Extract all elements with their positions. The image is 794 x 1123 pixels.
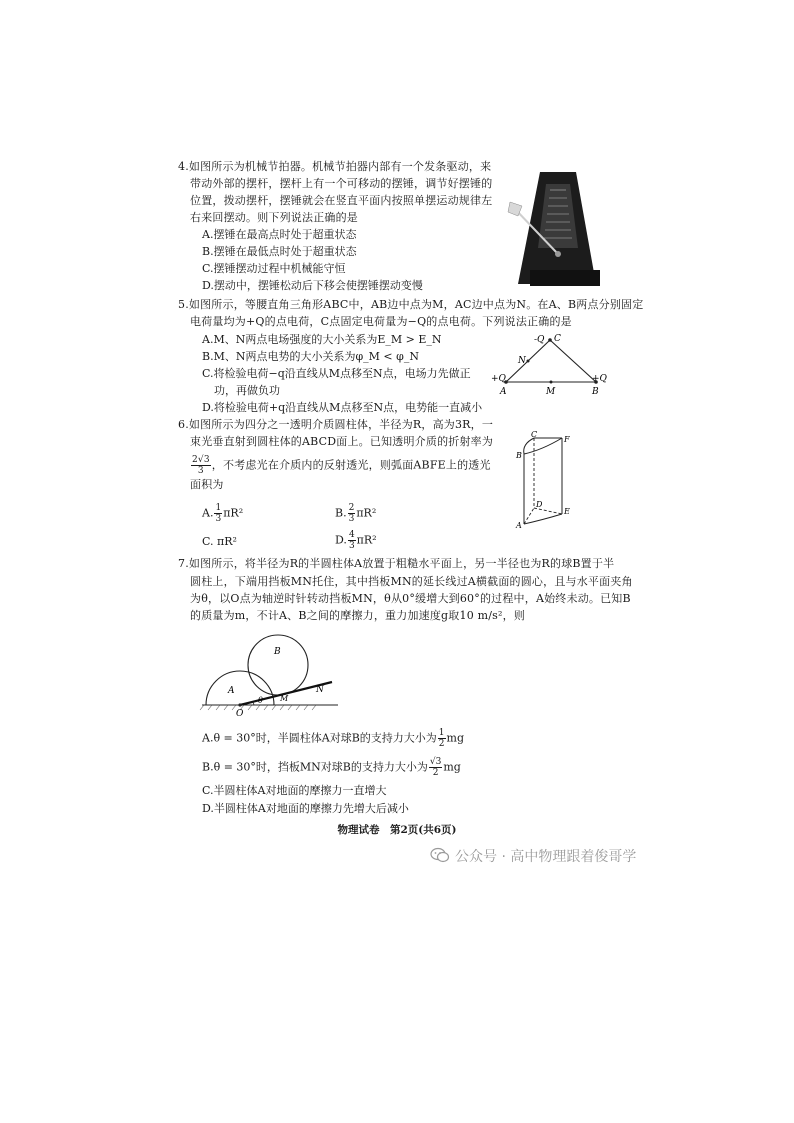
q6-option-c: C. πR² xyxy=(202,535,237,548)
semicylinder-ball-figure xyxy=(198,632,348,718)
q4-line-2: 带动外部的摆杆，摆杆上有一个可移动的摆锤，调节好摆锤的 xyxy=(190,177,493,190)
q4-line-1: 4.如图所示为机械节拍器。机械节拍器内部有一个发条驱动，来 xyxy=(178,160,492,173)
refractive-index-fraction: $\frac{2√3}{3}$ xyxy=(192,455,210,476)
q5-option-c-cont: 功，再做负功 xyxy=(214,384,280,397)
watermark: 公众号 · 高中物理跟着俊哥学 xyxy=(455,849,637,865)
q6-option-d: D. $\frac{4}{3}$ πR² xyxy=(335,530,377,551)
label-n: N xyxy=(518,356,526,366)
q7-option-c: C.半圆柱体A对地面的摩擦力一直增大 xyxy=(202,784,387,797)
label-m: M xyxy=(546,387,556,397)
label-b: B xyxy=(516,451,522,460)
label-c: C xyxy=(531,430,538,439)
wechat-icon xyxy=(430,847,450,863)
label-c: C xyxy=(554,334,561,344)
q7-line-3: 为θ，以O点为轴逆时针转动挡板MN，θ从0°缓增大到60°的过程中，A始终未动。已知B xyxy=(190,592,631,605)
label-m: M xyxy=(280,694,289,703)
label-a: A xyxy=(228,686,235,696)
q6-line-4: 面积为 xyxy=(190,478,224,491)
q7-line-2: 圆柱上，下端用挡板MN托住，其中挡板MN的延长线过A横截面的圆心，且与水平面夹角 xyxy=(190,575,633,588)
q4-option-a: A.摆锤在最高点时处于超重状态 xyxy=(202,228,357,241)
q6-line-3: $\frac{2√3}{3}$ ，不考虑光在介质内的反射透光，则弧面ABFE上的透光 xyxy=(192,455,491,476)
label-a: A xyxy=(516,521,522,530)
q6-option-a: A. $\frac{1}{3}$ πR² xyxy=(202,503,244,524)
label-d: D xyxy=(536,500,543,509)
q7-option-d: D.半圆柱体A对地面的摩擦力先增大后减小 xyxy=(202,802,409,815)
q6-line-2: 束光垂直射到圆柱体的ABCD面上。已知透明介质的折射率为 xyxy=(190,435,494,448)
q4-line-3: 位置，拨动摆杆，摆锤就会在竖直平面内按照单摆运动规律左 xyxy=(190,194,493,207)
q5-option-c: C.将检验电荷−q沿直线从M点移至N点，电场力先做正 xyxy=(202,367,471,380)
q5-line-1: 5.如图所示，等腰直角三角形ABC中，AB边中点为M，AC边中点为N。在A、B两点分别固定 xyxy=(178,298,644,311)
q4-line-4: 右来回摆动。则下列说法正确的是 xyxy=(190,211,358,224)
label-a: A xyxy=(500,387,507,397)
label-e: E xyxy=(564,507,570,516)
label-b: B xyxy=(274,647,281,657)
q4-option-b: B.摆锤在最低点时处于超重状态 xyxy=(202,245,357,258)
label-plus-q-b: +Q xyxy=(592,374,607,384)
q5-option-b: B.M、N两点电势的大小关系为φ_M < φ_N xyxy=(202,350,419,363)
q5-line-2: 电荷量均为+Q的点电荷，C点固定电荷量为−Q的点电荷。下列说法正确的是 xyxy=(190,315,572,328)
q6-line-1: 6.如图所示为四分之一透明介质圆柱体，半径为R，高为3R，一 xyxy=(178,418,494,431)
label-theta: θ xyxy=(258,696,263,705)
label-n: N xyxy=(316,685,324,695)
q7-option-a: A.θ = 30°时，半圆柱体A对球B的支持力大小为 $\frac{1}{2}$ mg xyxy=(202,728,465,749)
metronome-image xyxy=(500,162,620,288)
page-footer: 物理试卷 第2页(共6页) xyxy=(337,824,457,836)
q7-line-4: 的质量为m，不计A、B之间的摩擦力，重力加速度g取10 m/s²，则 xyxy=(190,609,525,622)
triangle-charges-figure xyxy=(488,330,612,402)
q7-line-1: 7.如图所示，将半径为R的半圆柱体A放置于粗糙水平面上，另一半径也为R的球B置于半 xyxy=(178,557,615,570)
label-o: O xyxy=(236,709,244,718)
q4-option-c: C.摆锤摆动过程中机械能守恒 xyxy=(202,262,346,275)
q5-option-d: D.将检验电荷+q沿直线从M点移至N点，电势能一直减小 xyxy=(202,401,483,414)
q4-option-d: D.摆动中，摆锤松动后下移会使摆锤摆动变慢 xyxy=(202,279,423,292)
q5-option-a: A.M、N两点电场强度的大小关系为E_M > E_N xyxy=(202,333,442,346)
q7-option-b: B.θ = 30°时，挡板MN对球B的支持力大小为 $\frac{√3}{2}$ mg xyxy=(202,757,461,778)
label-plus-q-a: +Q xyxy=(491,374,506,384)
quarter-cylinder-figure xyxy=(510,430,580,530)
q6-option-b: B. $\frac{2}{3}$ πR² xyxy=(335,503,377,524)
label-b: B xyxy=(592,387,599,397)
label-f: F xyxy=(564,435,570,444)
label-minus-q: -Q xyxy=(534,335,545,345)
